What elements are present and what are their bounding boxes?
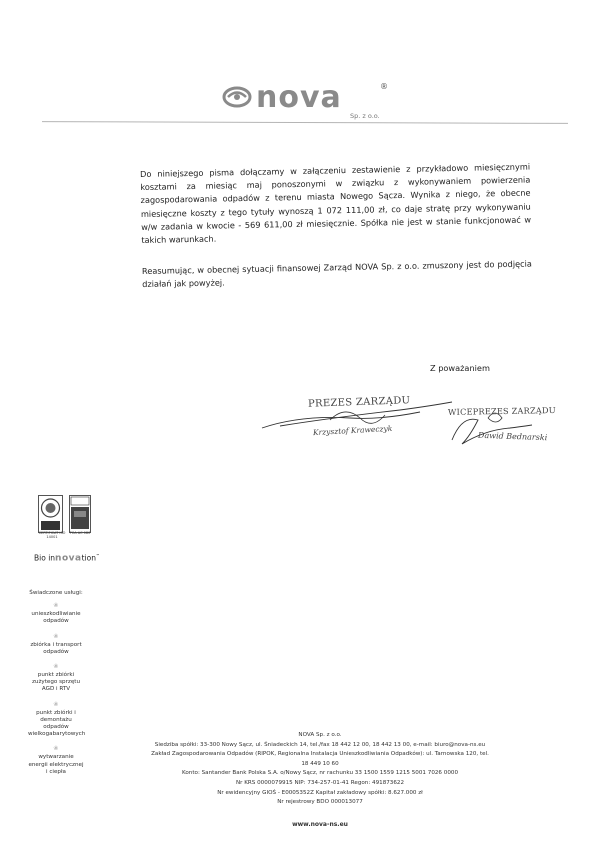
- pca-accreditation-icon: [69, 493, 91, 535]
- footer-registry: Nr KRS 0000079915 NIP: 734-257-01-41 Regon: 491873622: [235, 779, 405, 786]
- service-label: wytwarzanie energii elektrycznej i ciepła: [28, 754, 84, 775]
- nova-swirl-icon: [222, 86, 252, 108]
- vice-president-title: WICEPREZES ZARZĄDU: [447, 405, 556, 417]
- list-item: [28, 603, 84, 625]
- service-label: punkt zbiórki zużytego sprzętu AGD i RTV: [32, 672, 80, 693]
- cert2-label: PCA AC 080: [69, 531, 91, 535]
- vice-president-name: Dawid Bednarski: [477, 430, 548, 443]
- closing-salutation: Z poważaniem: [430, 363, 490, 373]
- footer-bdo: Nr rejestrowy BDO 000013077: [277, 799, 363, 806]
- list-item: [28, 664, 84, 694]
- leaf-icon: ❀: [53, 663, 59, 671]
- footer-gios: Nr ewidencyjny GIOŚ - E0005352Z Kapitał zakładowy spółki: 8.627.000 zł: [217, 789, 423, 796]
- service-label: punkt zbiórki i demontażu odpadów wielkogabarytowych: [28, 709, 86, 738]
- logo-wordmark: nova: [256, 80, 342, 115]
- letter-paragraph: Reasumując, w obecnej sytuacji finansowej Zarząd NOVA Sp. z o.o. zmuszony jest do podjęcia działań jak powyżej.: [141, 258, 533, 290]
- company-footer: [150, 731, 490, 829]
- services-title: Świadczone usługi:: [29, 590, 83, 596]
- president-name: Krzysztof Kraweczyk: [312, 423, 393, 438]
- footer-company-name: NOVA Sp. z o.o.: [298, 732, 342, 738]
- president-signature-loop: [330, 412, 385, 423]
- cert1-label: CERTIFICAT ISO 14001: [38, 531, 66, 539]
- leaf-icon: ❀: [53, 602, 59, 610]
- nova-logo: [222, 82, 392, 122]
- list-item: [28, 634, 84, 656]
- letter-body: [140, 161, 532, 292]
- certification-badges: [38, 493, 98, 541]
- logo-subtitle: Sp. z o.o.: [350, 112, 380, 120]
- footer-facility: Zakład Zagospodarowania Odpadów (RIPOK, Regionalna Instalacja Unieszkodliwiania Odpadków): ul. Tarnowska 120, tel. 18 449 10 60: [151, 751, 489, 767]
- iso-certificate-icon: [38, 493, 63, 535]
- bio-brand: nova: [55, 553, 82, 564]
- list-item: [28, 702, 84, 739]
- letter-paragraph: Do niniejszego pisma dołączamy w załączeniu zestawienie z przykładowo miesięcznymi kosztami za miesiąc maj ponoszonymi w związku z wykonywaniem powierzenia zagospodarowania odpadów z terenu miasta Nowego Sącza. Wynika z niego, że obecne miesięczne koszty z tego tytuły wynoszą 1 072 111,00 zł, co daje stratę przy wykonywaniu w/w zadania w kwocie - 569 611,00 zł miesięcznie. Spółka nie jest w stanie funkcjonować w takich warunkach.: [140, 161, 532, 246]
- footer-address: Siedziba spółki: 33-300 Nowy Sącz, ul. Śniadeckich 14, tel./fax 18 442 12 00, 18 442 13 00, e-mail: biuro@nova-ns.eu: [154, 741, 486, 748]
- bio-suffix: tion: [81, 553, 96, 563]
- leaf-icon: ❀: [53, 745, 59, 753]
- bio-innovation-tagline: [34, 553, 100, 564]
- trademark-mark: ™: [95, 553, 100, 558]
- footer-bank-account: Konto: Santander Bank Polska S.A. o/Nowy Sącz, nr rachunku 33 1500 1559 1215 5001 7026 0000: [181, 770, 459, 777]
- header-divider: [42, 121, 568, 124]
- website-link[interactable]: www.nova-ns.eu: [292, 820, 348, 828]
- registered-mark: ®: [380, 82, 388, 91]
- service-label: unieszkodliwianie odpadów: [31, 611, 81, 625]
- service-label: zbiórka i transport odpadów: [30, 641, 82, 655]
- bio-prefix: Bio in: [34, 553, 56, 563]
- list-item: [28, 746, 84, 776]
- leaf-icon: ❀: [53, 632, 59, 640]
- president-title: PREZES ZARZĄDU: [307, 395, 411, 410]
- services-list: [28, 590, 84, 784]
- leaf-icon: ❀: [53, 700, 59, 708]
